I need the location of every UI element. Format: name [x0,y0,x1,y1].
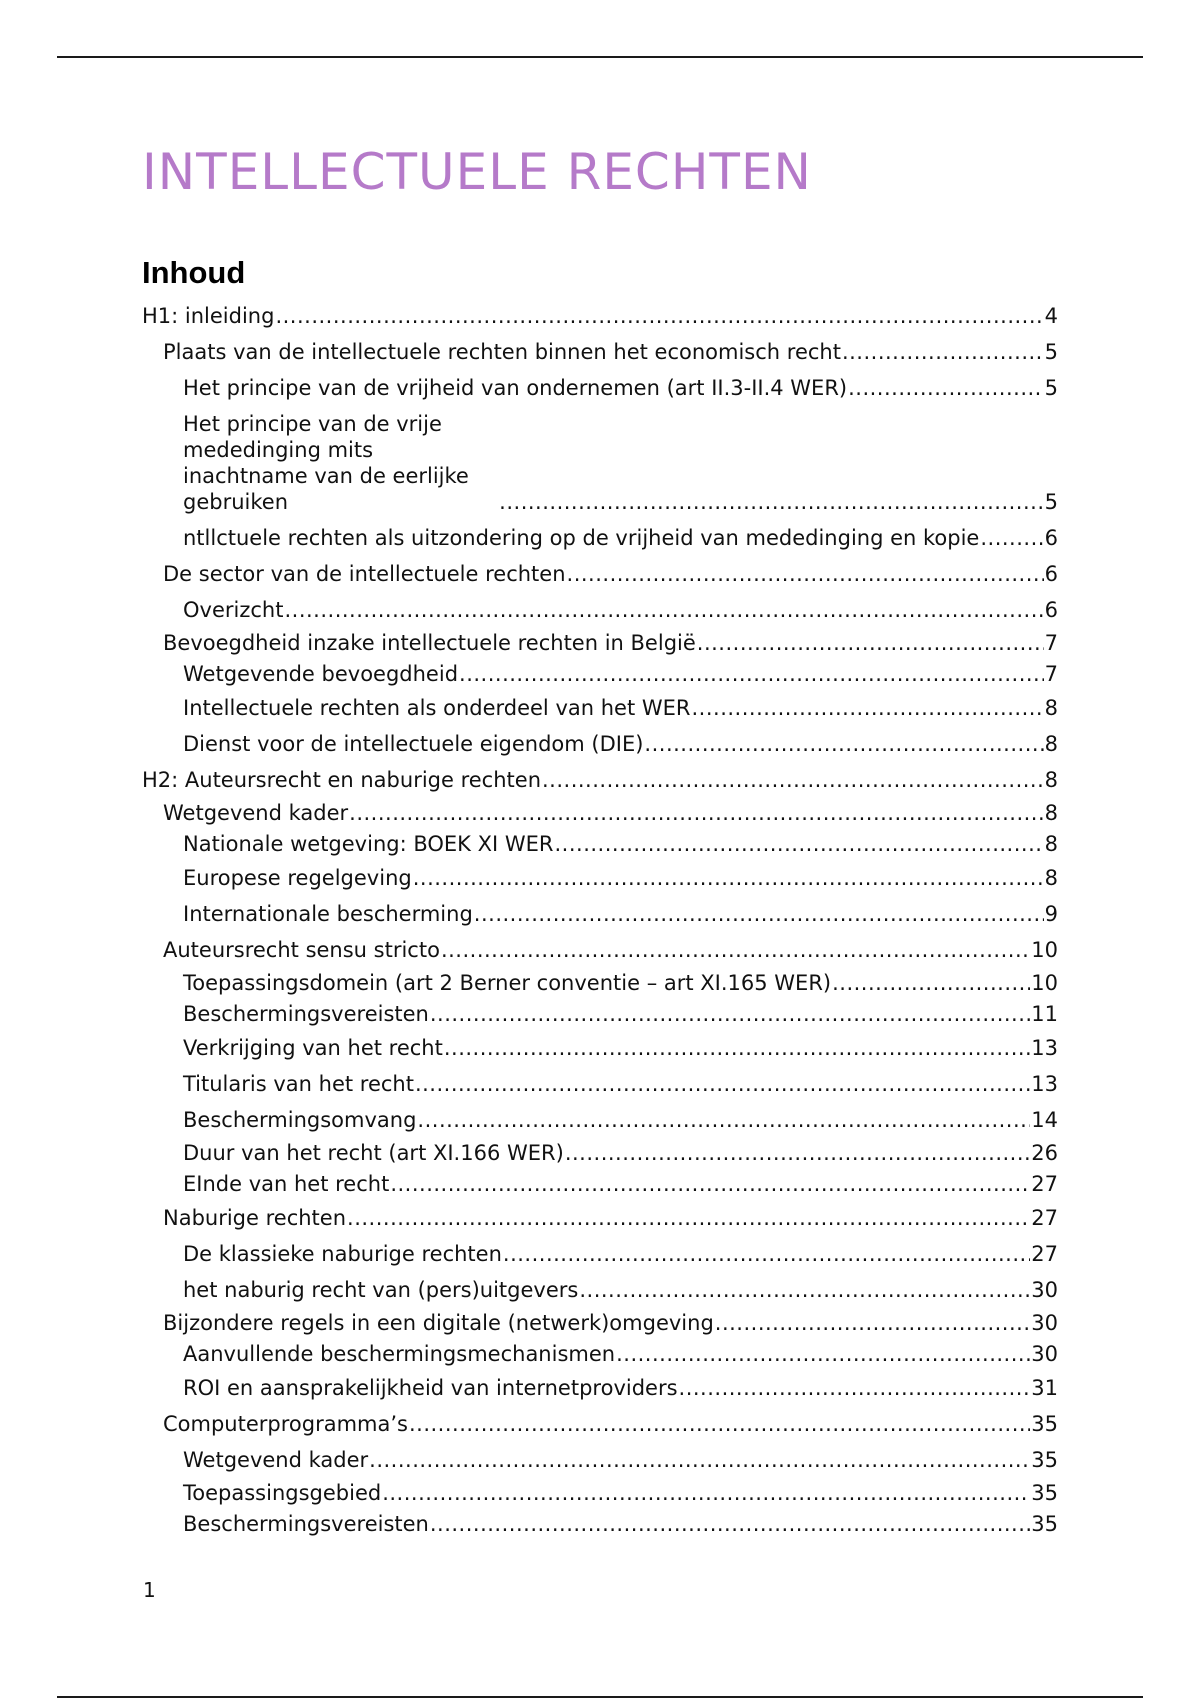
toc-entry-page: 27 [1031,1206,1058,1230]
toc-leader [616,1341,1030,1367]
toc-entry[interactable] [142,334,1058,370]
toc-leader [474,901,1044,927]
toc-entry-text: Toepassingsdomein (art 2 Berner conventie – art XI.165 WER) [183,971,832,995]
toc-entry-text: Overizcht [183,598,284,622]
toc-entry-text: Computerprogramma’s [163,1412,408,1436]
toc-entry-text: EInde van het recht [183,1172,390,1196]
toc-leader [848,375,1044,401]
toc-leader [715,1310,1030,1336]
toc-entry[interactable] [142,1169,1058,1200]
toc-entry-page: 30 [1031,1278,1058,1302]
toc-entry-page: 10 [1031,938,1058,962]
toc-leader [692,695,1044,721]
toc-leader [417,1107,1030,1133]
toc-entry[interactable] [142,1339,1058,1370]
toc-leader [369,1447,1030,1473]
toc-leader [565,1140,1030,1166]
toc-entry-text: Naburige rechten [163,1206,347,1230]
toc-entry-page: 8 [1044,801,1058,825]
toc-leader [579,1277,1030,1303]
toc-entry[interactable] [142,860,1058,896]
toc-entry-text: Aanvullende beschermingsmechanismen [183,1342,616,1366]
toc-entry[interactable] [142,1102,1058,1138]
toc-leader [842,339,1044,365]
toc-entry-page: 26 [1031,1141,1058,1165]
toc-entry[interactable] [142,406,1058,520]
toc-entry-page: 14 [1031,1108,1058,1132]
toc-entry-page: 7 [1044,662,1058,686]
toc-leader [382,1480,1030,1506]
toc-entry[interactable] [142,520,1058,556]
toc-entry-page: 13 [1031,1072,1058,1096]
toc-leader [503,1241,1030,1267]
toc-entry-text: Beschermingsomvang [183,1108,417,1132]
toc-entry-page: 6 [1044,526,1058,550]
toc-entry-text: De sector van de intellectuele rechten [163,562,566,586]
toc-entry-text: Titularis van het recht [183,1072,414,1096]
toc-entry[interactable] [142,726,1058,762]
toc-entry-text: Bijzondere regels in een digitale (netwerk)omgeving [163,1311,714,1335]
toc-entry-text: ntllctuele rechten als uitzondering op de vrijheid van mededinging en kopie [183,526,980,550]
toc-leader [430,1511,1030,1537]
toc-entry-page: 5 [1044,376,1058,400]
toc-entry-page: 35 [1031,1412,1058,1436]
toc-entry-text: het naburig recht van (pers)uitgevers [183,1278,579,1302]
toc-leader [644,731,1043,757]
toc-entry-text: Het principe van de vrije mededinging mits inachtname van de eerlijke gebruiken [183,412,469,514]
toc-entry[interactable] [142,298,1058,334]
toc-entry-page: 13 [1031,1036,1058,1060]
document-title: INTELLECTUELE RECHTEN [142,143,812,201]
toc-entry[interactable] [142,1478,1058,1509]
toc-entry[interactable] [142,798,1058,829]
toc-entry-page: 5 [1044,490,1058,514]
toc-entry-text: Auteursrecht sensu stricto [163,938,440,962]
toc-leader [349,800,1043,826]
toc-entry-text: Internationale bescherming [183,902,473,926]
toc-entry-text: Toepassingsgebied [183,1481,382,1505]
toc-leader [832,970,1030,996]
toc-entry-page: 27 [1031,1172,1058,1196]
toc-leader [459,661,1044,687]
toc-entry-page: 30 [1031,1342,1058,1366]
toc-entry[interactable] [142,659,1058,690]
toc-heading: Inhoud [142,255,246,290]
toc-leader [430,1001,1030,1027]
toc-entry-text: H2: Auteursrecht en naburige rechten [142,768,541,792]
toc-entry-text: Wetgevend kader [163,801,349,825]
toc-entry-page: 31 [1031,1376,1058,1400]
toc-entry[interactable] [142,628,1058,659]
toc-entry-page: 7 [1044,631,1058,655]
toc-leader [409,1411,1030,1437]
toc-leader [499,489,1043,515]
toc-entry-page: 11 [1031,1002,1058,1026]
toc-entry-text: Beschermingsvereisten [183,1512,429,1536]
toc-entry-page: 35 [1031,1481,1058,1505]
toc-entry-page: 35 [1031,1512,1058,1536]
toc-entry-page: 8 [1044,866,1058,890]
toc-leader [567,561,1044,587]
toc-entry[interactable] [142,690,1058,726]
toc-leader [542,767,1044,793]
toc-entry[interactable] [142,370,1058,406]
toc-entry-page: 6 [1044,598,1058,622]
toc-entry-page: 8 [1044,696,1058,720]
toc-entry-page: 10 [1031,971,1058,995]
toc-entry[interactable] [142,1200,1058,1236]
toc-leader [413,865,1044,891]
toc-entry-page: 8 [1044,768,1058,792]
toc-entry[interactable] [142,1030,1058,1066]
toc-entry[interactable] [142,1272,1058,1308]
toc-entry-text: Duur van het recht (art XI.166 WER) [183,1141,564,1165]
toc-entry-text: ROI en aansprakelijkheid van internetproviders [183,1376,678,1400]
toc-entry[interactable] [142,829,1058,860]
toc-entry[interactable] [142,592,1058,628]
toc-entry-text: Plaats van de intellectuele rechten binnen het economisch recht [163,340,841,364]
toc-leader [390,1171,1030,1197]
toc-entry[interactable] [142,968,1058,999]
header-rule [57,56,1143,58]
toc-leader [980,525,1043,551]
toc-entry-page: 30 [1031,1311,1058,1335]
toc-entry-text: De klassieke naburige rechten [183,1242,502,1266]
toc-entry-text: Bevoegdheid inzake intellectuele rechten in België [163,631,696,655]
toc-leader [441,937,1030,963]
toc-entry-page: 8 [1044,832,1058,856]
toc-entry-text: Dienst voor de intellectuele eigendom (DIE) [183,732,644,756]
toc-entry[interactable] [142,1138,1058,1169]
toc-entry-text: Wetgevend kader [183,1448,369,1472]
toc-entry[interactable] [142,1308,1058,1339]
footer-rule [57,1696,1143,1698]
toc-entry[interactable] [142,1066,1058,1102]
toc-leader [444,1035,1030,1061]
toc-entry-page: 27 [1031,1242,1058,1266]
toc-entry[interactable] [142,1406,1058,1442]
toc-leader [347,1205,1030,1231]
toc-entry-text: Wetgevende bevoegdheid [183,662,459,686]
toc-entry-text: Beschermingsvereisten [183,1002,429,1026]
table-of-contents [142,298,1058,1540]
toc-entry-text: Europese regelgeving [183,866,412,890]
toc-entry[interactable] [142,762,1058,798]
toc-entry-page: 8 [1044,732,1058,756]
toc-entry[interactable] [142,1370,1058,1406]
toc-leader [275,303,1043,329]
toc-entry-text: Het principe van de vrijheid van ondernemen (art II.3-II.4 WER) [183,376,848,400]
toc-entry-text: H1: inleiding [142,304,275,328]
toc-entry[interactable] [142,1442,1058,1478]
toc-leader [679,1375,1031,1401]
toc-entry-page: 5 [1044,340,1058,364]
toc-entry-page: 35 [1031,1448,1058,1472]
toc-entry[interactable] [142,896,1058,932]
toc-leader [284,597,1043,623]
toc-entry-text: Nationale wetgeving: BOEK XI WER [183,832,554,856]
toc-entry[interactable] [142,1236,1058,1272]
toc-entry-page: 9 [1044,902,1058,926]
toc-entry-text: Verkrijging van het recht [183,1036,443,1060]
toc-entry-page: 6 [1044,562,1058,586]
toc-entry[interactable] [142,1509,1058,1540]
toc-entry-page: 4 [1044,304,1058,328]
toc-leader [697,630,1044,656]
page-number: 1 [143,1578,156,1602]
toc-leader [555,831,1044,857]
toc-entry[interactable] [142,999,1058,1030]
toc-entry[interactable] [142,932,1058,968]
toc-leader [415,1071,1030,1097]
toc-entry[interactable] [142,556,1058,592]
toc-entry-text: Intellectuele rechten als onderdeel van het WER [183,696,691,720]
